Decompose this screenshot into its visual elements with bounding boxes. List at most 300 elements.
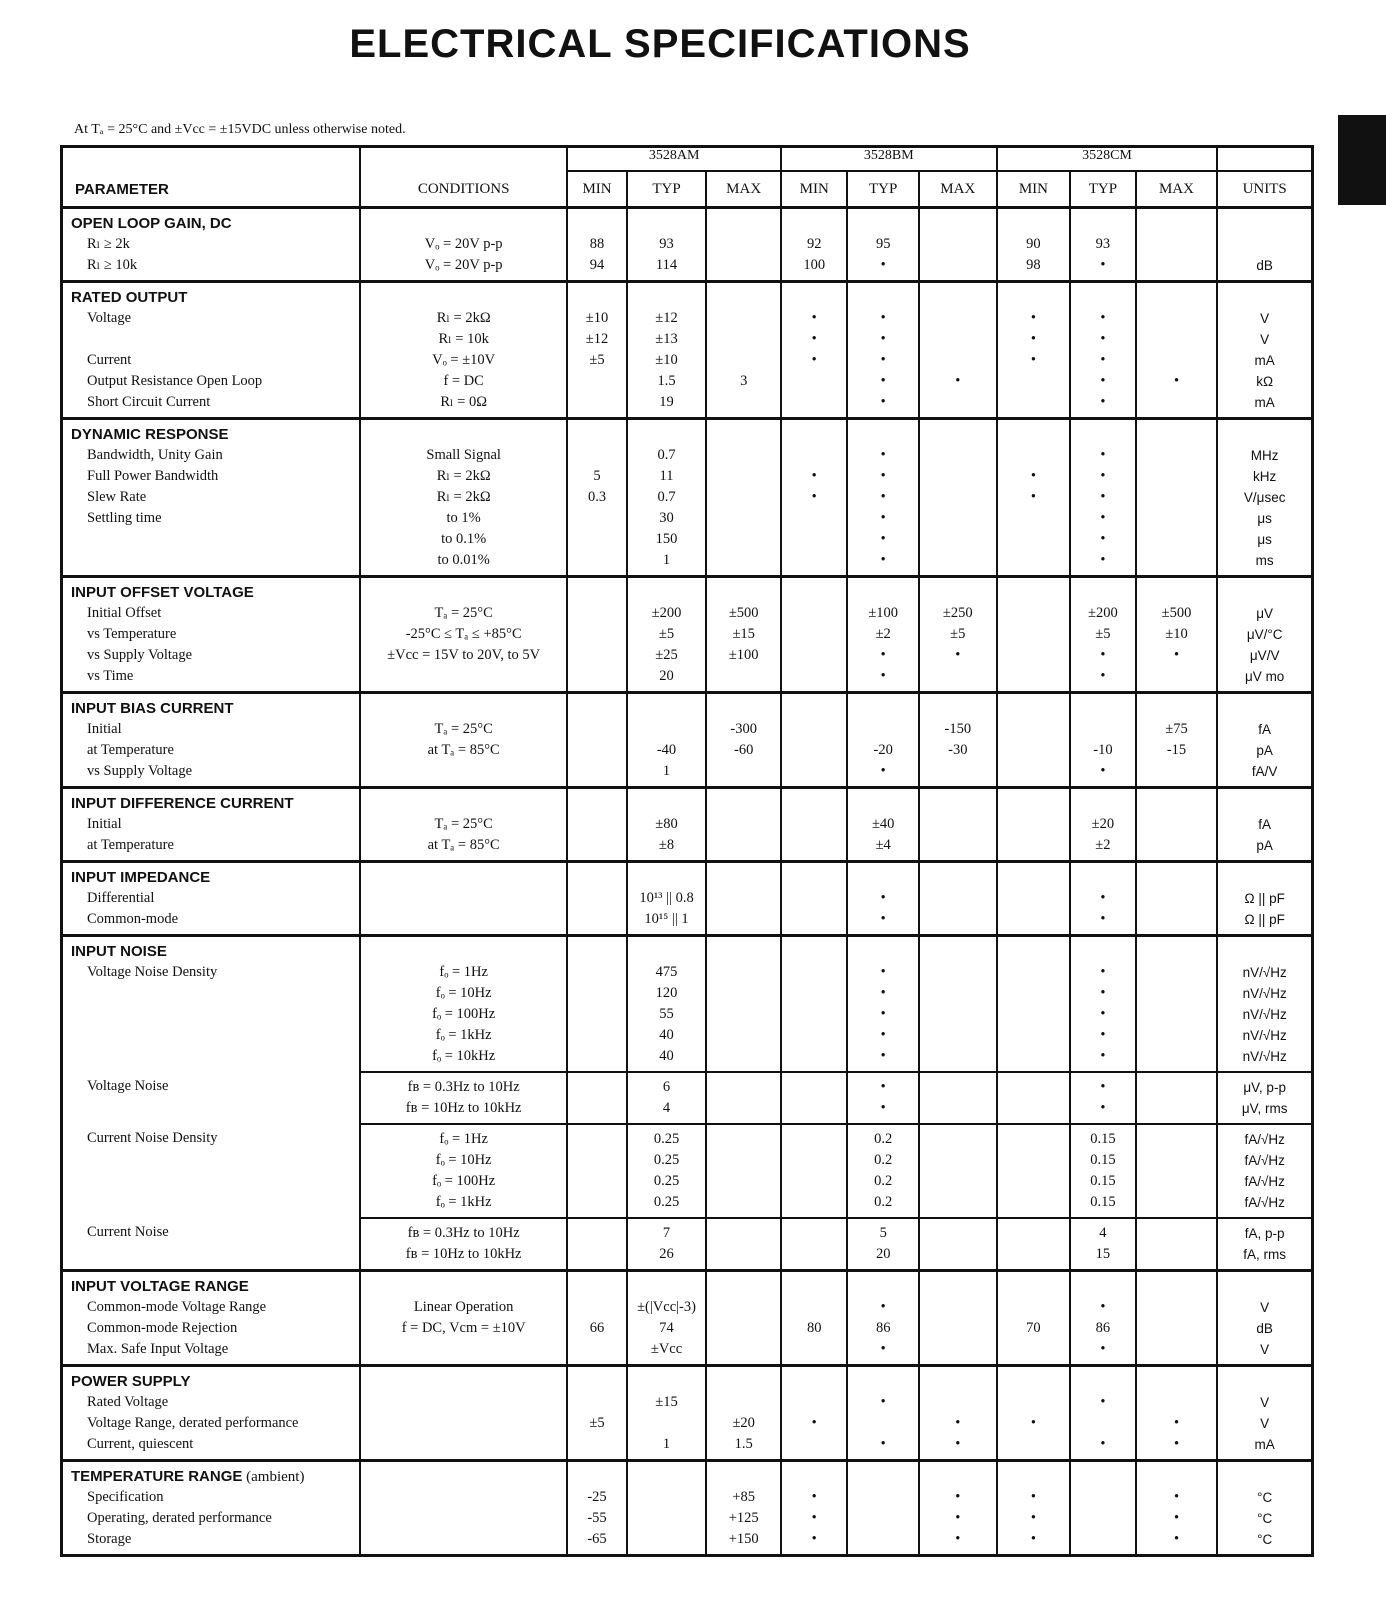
- value-value: [1071, 867, 1134, 888]
- value-value: ±8: [658, 837, 675, 853]
- value-value: ±2: [1095, 837, 1111, 853]
- value-value: [707, 329, 780, 350]
- value-value: [998, 1392, 1070, 1413]
- value-value: 10¹³ || 0.8: [639, 890, 694, 906]
- value-value: [707, 466, 780, 487]
- value-value: ±20: [1091, 816, 1115, 832]
- value-cell: [781, 693, 847, 788]
- value-value: [920, 1171, 996, 1192]
- section-heading-text: INPUT VOLTAGE RANGE: [71, 1278, 249, 1295]
- value-value: [707, 1025, 780, 1046]
- value-value: •: [1173, 1436, 1180, 1452]
- value-cell: [781, 282, 847, 419]
- value-cell: [919, 936, 997, 1073]
- value-value: [782, 1129, 846, 1150]
- value-cell: [567, 1271, 626, 1366]
- value-value: 0.15: [1090, 1194, 1116, 1210]
- value-value: 1: [662, 552, 671, 568]
- unit-value: nV/√Hz: [1242, 1049, 1287, 1064]
- value-cell: [1136, 1461, 1218, 1556]
- unit-value: V/μsec: [1243, 490, 1286, 505]
- condition-value: Linear Operation: [413, 1299, 514, 1315]
- condition-value: fₒ = 10kHz: [432, 1048, 496, 1064]
- value-cell: [847, 936, 919, 1073]
- value-value: [782, 424, 846, 445]
- value-value: [782, 1098, 846, 1119]
- value-value: [1137, 962, 1217, 983]
- value-value: [568, 550, 625, 571]
- parameter-cell: [62, 693, 360, 788]
- value-value: •: [880, 985, 886, 1001]
- condition-value: Rₗ = 2kΩ: [436, 468, 491, 484]
- value-value: [707, 308, 780, 329]
- value-value: •: [1100, 1299, 1106, 1315]
- value-value: [1137, 1466, 1217, 1487]
- value-value: [568, 719, 625, 740]
- condition-value: [361, 867, 566, 888]
- value-value: [568, 1098, 625, 1119]
- value-value: [920, 814, 996, 835]
- value-value: [1137, 255, 1217, 276]
- value-value: [920, 1223, 996, 1244]
- value-value: 20: [875, 1246, 891, 1262]
- value-value: •: [880, 668, 886, 684]
- parameter-label: Current Noise Density: [87, 1130, 218, 1146]
- parameter-label: Current, quiescent: [87, 1436, 194, 1452]
- parameter-cell: [62, 208, 360, 282]
- value-value: [998, 941, 1070, 962]
- value-value: [782, 941, 846, 962]
- section-heading-text: TEMPERATURE RANGE: [71, 1468, 243, 1485]
- value-value: [568, 1339, 625, 1360]
- value-value: •: [1100, 964, 1106, 980]
- value-cell: [627, 1461, 707, 1556]
- value-value: [1137, 466, 1217, 487]
- value-value: [1071, 1529, 1134, 1550]
- value-value: [920, 941, 996, 962]
- value-cell: [627, 936, 707, 1073]
- value-value: [628, 719, 706, 740]
- value-cell: [781, 1218, 847, 1271]
- page-title: ELECTRICAL SPECIFICATIONS: [349, 22, 971, 66]
- value-cell: [627, 1072, 707, 1124]
- parameter-label: Short Circuit Current: [87, 394, 211, 410]
- value-value: [568, 1276, 625, 1297]
- value-cell: [781, 1072, 847, 1124]
- value-value: [920, 888, 996, 909]
- condition-value: Rₗ = 2kΩ: [436, 310, 491, 326]
- condition-value: to 1%: [446, 510, 481, 526]
- value-value: [848, 698, 918, 719]
- value-value: 66: [589, 1320, 605, 1336]
- parameter-label: Differential: [87, 890, 155, 906]
- value-value: [782, 624, 846, 645]
- value-value: 98: [1026, 257, 1041, 273]
- spec-row: [62, 577, 1313, 693]
- value-value: [1071, 793, 1134, 814]
- section-heading: [63, 793, 359, 814]
- value-value: ±13: [655, 331, 678, 347]
- unit-value: V: [1260, 332, 1270, 347]
- value-value: -65: [587, 1531, 607, 1547]
- value-value: [920, 1077, 996, 1098]
- parameter-label: Operating, derated performance: [87, 1510, 272, 1526]
- value-cell: [1070, 208, 1135, 282]
- value-value: [568, 392, 625, 413]
- parameter-label: Full Power Bandwidth: [87, 468, 219, 484]
- parameter-label: Voltage: [87, 310, 132, 326]
- value-value: [707, 1150, 780, 1171]
- value-cell: [706, 208, 781, 282]
- parameter-label: Initial Offset: [87, 605, 162, 621]
- value-value: [920, 466, 996, 487]
- value-cell: [1136, 577, 1218, 693]
- value-cell: [627, 208, 707, 282]
- value-value: [782, 603, 846, 624]
- value-value: [998, 371, 1070, 392]
- value-value: ±5: [589, 1415, 605, 1431]
- unit-value: μV/V: [1249, 648, 1280, 663]
- conditions-note: At Tₐ = 25°C and ±Vcc = ±15VDC unless otherwise noted.: [74, 122, 406, 137]
- parameter-label: [63, 550, 359, 571]
- value-value: [1071, 287, 1134, 308]
- condition-value: fʙ = 0.3Hz to 10Hz: [407, 1225, 520, 1241]
- value-cell: [781, 1366, 847, 1461]
- parameter-cell: [62, 862, 360, 936]
- value-value: [1137, 793, 1217, 814]
- value-cell: [1070, 1271, 1135, 1366]
- value-value: [568, 529, 625, 550]
- value-value: -150: [944, 721, 972, 737]
- value-value: ±5: [1095, 626, 1111, 642]
- value-value: [848, 213, 918, 234]
- value-value: [628, 213, 706, 234]
- value-value: •: [1100, 890, 1106, 906]
- value-value: •: [1173, 1531, 1180, 1547]
- parameter-cell: [62, 282, 360, 419]
- section-heading-text: DYNAMIC RESPONSE: [71, 426, 229, 443]
- value-cell: [1136, 1072, 1218, 1124]
- value-value: [568, 1297, 625, 1318]
- value-value: [782, 814, 846, 835]
- value-value: [1137, 1077, 1217, 1098]
- header-parameter: PARAMETER: [62, 147, 360, 208]
- condition-value: [361, 1276, 566, 1297]
- value-value: ±200: [651, 605, 682, 621]
- value-value: [568, 888, 625, 909]
- condition-value: fₒ = 1Hz: [439, 964, 488, 980]
- value-value: 92: [806, 236, 822, 252]
- value-cell: [997, 862, 1071, 936]
- value-value: •: [811, 1489, 817, 1505]
- parameter-cell: [62, 1461, 360, 1556]
- value-value: •: [1100, 447, 1106, 463]
- unit-value: V: [1260, 1300, 1270, 1315]
- value-value: 86: [875, 1320, 891, 1336]
- value-value: [920, 793, 996, 814]
- value-value: [707, 909, 780, 930]
- condition-value: fₒ = 10Hz: [435, 985, 492, 1001]
- value-value: [1137, 909, 1217, 930]
- value-value: [920, 1192, 996, 1213]
- value-value: [707, 835, 780, 856]
- value-value: ±15: [655, 1394, 678, 1410]
- value-value: [998, 424, 1070, 445]
- value-value: [782, 1297, 846, 1318]
- value-cell: [627, 1124, 707, 1218]
- parameter-label: Slew Rate: [87, 489, 147, 505]
- value-value: ±Vcc: [650, 1341, 683, 1357]
- value-value: 4: [662, 1100, 671, 1116]
- unit-value: [1218, 867, 1311, 888]
- section-heading: [63, 1371, 359, 1392]
- value-value: [1137, 814, 1217, 835]
- value-value: ±4: [875, 837, 891, 853]
- value-cell: [627, 1218, 707, 1271]
- value-value: •: [880, 1006, 886, 1022]
- value-value: •: [1100, 489, 1106, 505]
- value-value: •: [811, 489, 817, 505]
- value-value: [782, 962, 846, 983]
- unit-value: V: [1260, 1416, 1270, 1431]
- unit-value: mA: [1254, 353, 1275, 368]
- value-value: 10¹⁵ || 1: [644, 911, 689, 927]
- value-value: •: [955, 1489, 961, 1505]
- value-value: 88: [589, 236, 605, 252]
- value-cell: [706, 693, 781, 788]
- value-value: [998, 1466, 1070, 1487]
- value-value: [998, 213, 1070, 234]
- value-value: [848, 1529, 918, 1550]
- value-value: 0.25: [653, 1173, 680, 1189]
- value-value: [628, 1529, 706, 1550]
- section-heading-text: INPUT BIAS CURRENT: [71, 700, 234, 717]
- value-value: 20: [659, 668, 674, 684]
- unit-cell: [1217, 282, 1312, 419]
- value-value: [848, 719, 918, 740]
- value-cell: [919, 693, 997, 788]
- value-value: [848, 424, 918, 445]
- value-value: [707, 666, 780, 687]
- header-model-3528cm: 3528CM: [997, 147, 1218, 172]
- value-value: •: [1100, 310, 1106, 326]
- parameter-cell: [62, 1366, 360, 1461]
- value-value: [1137, 1392, 1217, 1413]
- header-units: UNITS: [1217, 171, 1312, 208]
- value-value: •: [1100, 1027, 1106, 1043]
- value-value: 94: [589, 257, 605, 273]
- value-value: [1137, 445, 1217, 466]
- value-cell: [1136, 419, 1218, 577]
- value-value: •: [880, 489, 886, 505]
- value-value: [707, 213, 780, 234]
- value-value: [782, 1171, 846, 1192]
- value-value: [920, 550, 996, 571]
- spec-row: [62, 1366, 1313, 1461]
- value-value: [568, 424, 625, 445]
- parameter-cell: [62, 419, 360, 577]
- value-value: •: [1100, 1006, 1106, 1022]
- value-value: •: [1173, 1510, 1180, 1526]
- spec-row: [62, 1072, 1313, 1124]
- value-value: [568, 645, 625, 666]
- value-value: [568, 582, 625, 603]
- value-value: 0.25: [653, 1152, 680, 1168]
- value-value: 120: [655, 985, 678, 1001]
- unit-value: MHz: [1250, 448, 1279, 463]
- value-value: [998, 698, 1070, 719]
- condition-value: [361, 941, 566, 962]
- value-value: [1137, 508, 1217, 529]
- condition-value: fʙ = 10Hz to 10kHz: [405, 1246, 522, 1262]
- unit-value: [1218, 1466, 1311, 1487]
- value-value: [1137, 983, 1217, 1004]
- value-value: [1137, 213, 1217, 234]
- value-cell: [567, 1218, 626, 1271]
- section-heading: [63, 287, 359, 308]
- value-cell: [997, 936, 1071, 1073]
- condition-cell: [360, 1218, 567, 1271]
- unit-value: [1218, 698, 1311, 719]
- header-min: MIN: [567, 171, 626, 208]
- value-value: 86: [1095, 1320, 1111, 1336]
- value-cell: [627, 419, 707, 577]
- parameter-cell: [62, 788, 360, 862]
- value-value: [920, 287, 996, 308]
- value-value: •: [1100, 1079, 1106, 1095]
- value-value: [628, 424, 706, 445]
- condition-value: fʙ = 10Hz to 10kHz: [405, 1100, 522, 1116]
- unit-value: nV/√Hz: [1242, 986, 1287, 1001]
- unit-cell: [1217, 208, 1312, 282]
- value-cell: [847, 862, 919, 936]
- value-value: 0.2: [874, 1173, 893, 1189]
- value-value: [1137, 392, 1217, 413]
- value-value: [920, 909, 996, 930]
- parameter-label: Rₗ ≥ 10k: [87, 257, 138, 273]
- condition-cell: [360, 1461, 567, 1556]
- value-value: [782, 508, 846, 529]
- unit-value: [1218, 213, 1311, 234]
- value-value: •: [880, 1100, 886, 1116]
- unit-value: Ω || pF: [1244, 891, 1285, 906]
- value-cell: [627, 1366, 707, 1461]
- condition-cell: [360, 577, 567, 693]
- value-cell: [1070, 1124, 1135, 1218]
- value-value: [1137, 1046, 1217, 1067]
- unit-value: ms: [1255, 553, 1274, 568]
- value-value: [998, 1339, 1070, 1360]
- parameter-label: [63, 1046, 359, 1067]
- value-value: [920, 867, 996, 888]
- value-value: -60: [734, 742, 754, 758]
- value-cell: [997, 208, 1071, 282]
- value-value: [782, 1434, 846, 1455]
- unit-value: V: [1260, 311, 1270, 326]
- condition-value: [361, 1508, 566, 1529]
- value-cell: [1136, 282, 1218, 419]
- value-value: [707, 255, 780, 276]
- unit-value: [1218, 793, 1311, 814]
- value-cell: [1070, 419, 1135, 577]
- value-cell: [627, 282, 707, 419]
- value-value: •: [880, 1436, 886, 1452]
- value-value: [782, 550, 846, 571]
- value-cell: [567, 788, 626, 862]
- parameter-label: Specification: [87, 1489, 164, 1505]
- value-cell: [1070, 1218, 1135, 1271]
- value-value: [568, 793, 625, 814]
- value-value: [998, 1150, 1070, 1171]
- value-cell: [997, 419, 1071, 577]
- value-value: ±40: [871, 816, 895, 832]
- value-value: [568, 1129, 625, 1150]
- unit-value: °C: [1257, 1532, 1273, 1547]
- value-value: [782, 666, 846, 687]
- value-value: ±12: [655, 310, 678, 326]
- spec-row: [62, 1271, 1313, 1366]
- value-cell: [1136, 936, 1218, 1073]
- parameter-label: at Temperature: [87, 742, 174, 758]
- value-cell: [847, 577, 919, 693]
- section-heading: [63, 698, 359, 719]
- value-value: •: [1100, 985, 1106, 1001]
- value-cell: [1136, 208, 1218, 282]
- value-cell: [706, 1072, 781, 1124]
- value-value: [998, 1025, 1070, 1046]
- condition-value: Rₗ = 2kΩ: [436, 489, 491, 505]
- condition-value: [361, 888, 566, 909]
- value-value: [707, 350, 780, 371]
- value-value: [920, 350, 996, 371]
- value-cell: [1136, 1218, 1218, 1271]
- value-value: •: [1030, 468, 1036, 484]
- spec-row: [62, 693, 1313, 788]
- spec-row: [62, 208, 1313, 282]
- value-value: 11: [659, 468, 674, 484]
- header-max: MAX: [919, 171, 997, 208]
- value-value: [998, 529, 1070, 550]
- unit-value: Ω || pF: [1244, 912, 1285, 927]
- value-value: 55: [659, 1006, 674, 1022]
- value-value: •: [880, 1048, 886, 1064]
- value-value: [707, 1129, 780, 1150]
- condition-value: fₒ = 1kHz: [435, 1027, 492, 1043]
- value-value: [998, 1046, 1070, 1067]
- value-value: [707, 941, 780, 962]
- parameter-label: Common-mode: [87, 911, 179, 927]
- value-value: 4: [1099, 1225, 1107, 1241]
- condition-value: [361, 1339, 566, 1360]
- spec-row: [62, 862, 1313, 936]
- value-value: [782, 983, 846, 1004]
- value-value: [568, 1192, 625, 1213]
- parameter-label: Common-mode Voltage Range: [87, 1299, 267, 1315]
- value-cell: [781, 577, 847, 693]
- condition-value: fₒ = 1kHz: [435, 1194, 492, 1210]
- value-cell: [919, 1461, 997, 1556]
- value-value: •: [1100, 1100, 1106, 1116]
- value-value: [707, 445, 780, 466]
- value-value: [782, 445, 846, 466]
- value-value: •: [1100, 468, 1106, 484]
- condition-value: to 0.1%: [441, 531, 487, 547]
- value-value: 40: [659, 1048, 674, 1064]
- value-value: •: [811, 1531, 817, 1547]
- value-cell: [919, 862, 997, 936]
- value-value: 6: [662, 1079, 671, 1095]
- unit-cell: [1217, 1461, 1312, 1556]
